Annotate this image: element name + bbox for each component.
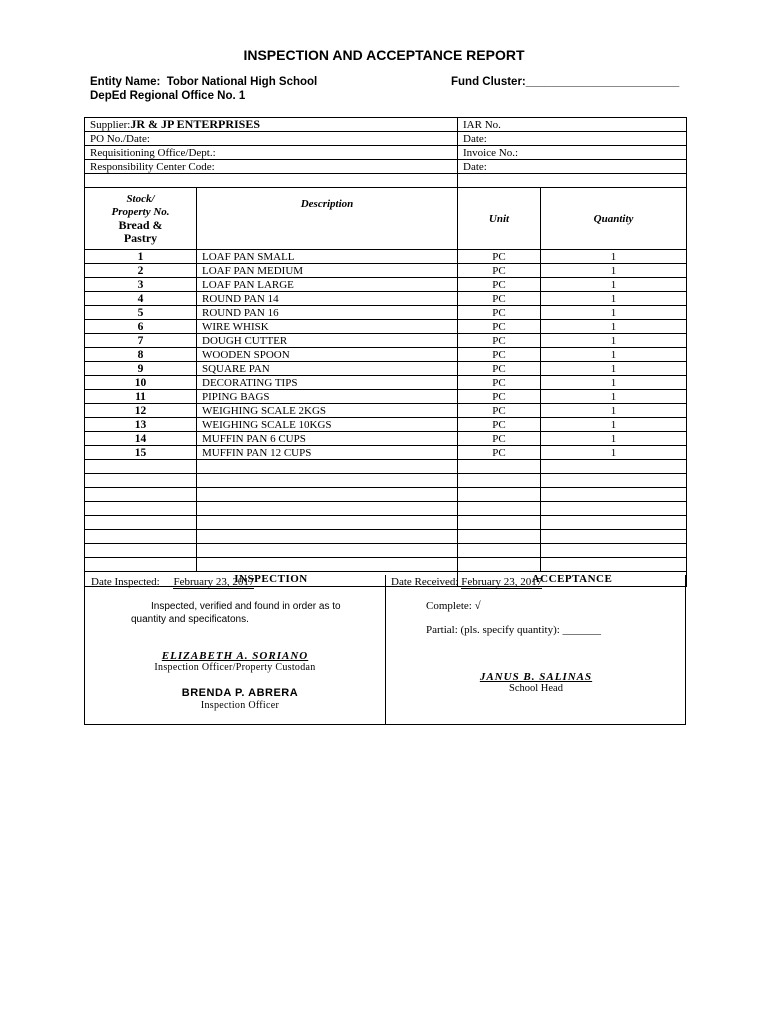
stock-no-cell: 11 — [85, 390, 197, 404]
inspection-heading: INSPECTION — [85, 572, 458, 587]
report-title: INSPECTION AND ACCEPTANCE REPORT — [243, 47, 525, 63]
table-row — [85, 278, 687, 292]
po-row — [85, 132, 687, 146]
rcc-cell: Responsibility Center Code: — [85, 160, 458, 174]
stock-header: Stock/ Property No. Bread & Pastry — [85, 188, 197, 250]
blank-row — [85, 558, 687, 572]
quantity-cell: 1 — [541, 264, 687, 278]
quantity-cell: 1 — [541, 348, 687, 362]
quantity-cell: 1 — [541, 278, 687, 292]
blank-row — [85, 530, 687, 544]
table-row — [85, 446, 687, 460]
description-cell: SQUARE PAN — [197, 362, 458, 376]
invoice-cell: Invoice No.: — [458, 146, 687, 160]
supplier-cell — [85, 118, 458, 132]
description-header: Description — [197, 188, 458, 250]
unit-cell: PC — [458, 376, 541, 390]
date-received — [391, 576, 542, 589]
regional-office: DepEd Regional Office No. 1 — [90, 90, 246, 102]
item-rows — [85, 250, 687, 460]
quantity-cell: 1 — [541, 446, 687, 460]
quantity-cell: 1 — [541, 390, 687, 404]
table-row — [85, 404, 687, 418]
blank-row — [85, 516, 687, 530]
description-cell: DOUGH CUTTER — [197, 334, 458, 348]
stock-no-cell: 13 — [85, 418, 197, 432]
unit-cell: PC — [458, 250, 541, 264]
req-office-cell: Requisitioning Office/Dept.: — [85, 146, 458, 160]
description-cell: WEIGHING SCALE 2KGS — [197, 404, 458, 418]
quantity-cell: 1 — [541, 376, 687, 390]
quantity-cell: 1 — [541, 250, 687, 264]
partial-line: Partial: (pls. specify quantity): _______ — [426, 624, 602, 636]
signature-box — [84, 575, 686, 725]
inspection-statement-2: quantity and specificatons. — [131, 614, 249, 625]
description-cell: LOAF PAN SMALL — [197, 250, 458, 264]
acceptance-heading: ACCEPTANCE — [458, 572, 687, 587]
table-row — [85, 264, 687, 278]
officer1-role: Inspection Officer/Property Custodan — [154, 662, 316, 673]
date-received-label: Date Received: — [391, 576, 462, 588]
table-row — [85, 306, 687, 320]
table-row — [85, 376, 687, 390]
blank-row — [85, 460, 687, 474]
unit-cell: PC — [458, 292, 541, 306]
quantity-cell: 1 — [541, 418, 687, 432]
inspection-statement-1: Inspected, verified and found in order as to — [151, 601, 341, 612]
unit-cell: PC — [458, 306, 541, 320]
unit-header: Unit — [458, 188, 541, 250]
po-cell: PO No./Date: — [85, 132, 458, 146]
description-cell: WIRE WHISK — [197, 320, 458, 334]
table-row — [85, 362, 687, 376]
table-row — [85, 334, 687, 348]
fund-cluster-label: Fund Cluster: — [451, 76, 526, 88]
description-cell: LOAF PAN MEDIUM — [197, 264, 458, 278]
description-cell: ROUND PAN 16 — [197, 306, 458, 320]
stock-no-cell: 6 — [85, 320, 197, 334]
table-row — [85, 320, 687, 334]
unit-cell: PC — [458, 320, 541, 334]
date-cell-2: Date: — [458, 160, 687, 174]
quantity-cell: 1 — [541, 306, 687, 320]
iar-table — [84, 117, 687, 587]
stock-no-cell: 12 — [85, 404, 197, 418]
date-inspected-label: Date Inspected: __ — [91, 576, 174, 588]
stock-no-cell: 9 — [85, 362, 197, 376]
unit-cell: PC — [458, 348, 541, 362]
school-head-name: JANUS B. SALINAS — [479, 671, 593, 683]
req-office-row — [85, 146, 687, 160]
description-cell: ROUND PAN 14 — [197, 292, 458, 306]
quantity-cell: 1 — [541, 292, 687, 306]
column-header-row — [85, 188, 687, 250]
date-inspected-value: February 23, 2017 — [173, 576, 255, 588]
table-row — [85, 432, 687, 446]
supplier-row — [85, 118, 687, 132]
table-row — [85, 390, 687, 404]
date-inspected — [91, 576, 254, 589]
stock-no-cell: 8 — [85, 348, 197, 362]
description-cell: LOAF PAN LARGE — [197, 278, 458, 292]
supplier-name: JR & JP ENTERPRISES — [130, 117, 261, 131]
stock-no-cell: 7 — [85, 334, 197, 348]
stock-no-cell: 3 — [85, 278, 197, 292]
blank-rows — [85, 460, 687, 572]
officer2-role: Inspection Officer — [200, 700, 280, 711]
unit-cell: PC — [458, 404, 541, 418]
description-cell: MUFFIN PAN 6 CUPS — [197, 432, 458, 446]
unit-cell: PC — [458, 432, 541, 446]
table-row — [85, 250, 687, 264]
stock-no-cell: 4 — [85, 292, 197, 306]
quantity-cell: 1 — [541, 362, 687, 376]
fund-cluster — [451, 76, 679, 88]
stock-no-cell: 5 — [85, 306, 197, 320]
table-row — [85, 348, 687, 362]
stock-no-cell: 1 — [85, 250, 197, 264]
blank-row — [85, 544, 687, 558]
stock-no-cell: 10 — [85, 376, 197, 390]
stock-no-cell: 2 — [85, 264, 197, 278]
stock-no-cell: 15 — [85, 446, 197, 460]
iar-no-cell: IAR No. — [458, 118, 687, 132]
quantity-header: Quantity — [541, 188, 687, 250]
unit-cell: PC — [458, 418, 541, 432]
description-cell: PIPING BAGS — [197, 390, 458, 404]
unit-cell: PC — [458, 390, 541, 404]
date-cell-1: Date: — [458, 132, 687, 146]
quantity-cell: 1 — [541, 404, 687, 418]
description-cell: MUFFIN PAN 12 CUPS — [197, 446, 458, 460]
blank-row — [85, 474, 687, 488]
unit-cell: PC — [458, 446, 541, 460]
table-row — [85, 418, 687, 432]
blank-row — [85, 488, 687, 502]
unit-cell: PC — [458, 264, 541, 278]
supplier-label: Supplier: — [90, 119, 131, 131]
entity-line — [90, 76, 317, 88]
unit-cell: PC — [458, 278, 541, 292]
unit-cell: PC — [458, 362, 541, 376]
quantity-cell: 1 — [541, 432, 687, 446]
quantity-cell: 1 — [541, 334, 687, 348]
school-head-role: School Head — [509, 683, 563, 694]
spacer-row — [85, 174, 687, 188]
date-received-value: February 23, 2017 — [461, 576, 543, 588]
description-cell: WEIGHING SCALE 10KGS — [197, 418, 458, 432]
complete-line: Complete: √ — [426, 600, 481, 612]
officer2-name: BRENDA P. ABRERA — [181, 687, 299, 699]
blank-row — [85, 502, 687, 516]
entity-name: Tobor National High School — [166, 76, 318, 88]
rcc-row — [85, 160, 687, 174]
stock-no-cell: 14 — [85, 432, 197, 446]
description-cell: WOODEN SPOON — [197, 348, 458, 362]
fund-cluster-blank: ________________________ — [525, 76, 680, 88]
officer1-name: ELIZABETH A. SORIANO — [161, 650, 309, 662]
quantity-cell: 1 — [541, 320, 687, 334]
table-row — [85, 292, 687, 306]
entity-label: Entity Name: — [90, 76, 161, 88]
unit-cell: PC — [458, 334, 541, 348]
description-cell: DECORATING TIPS — [197, 376, 458, 390]
